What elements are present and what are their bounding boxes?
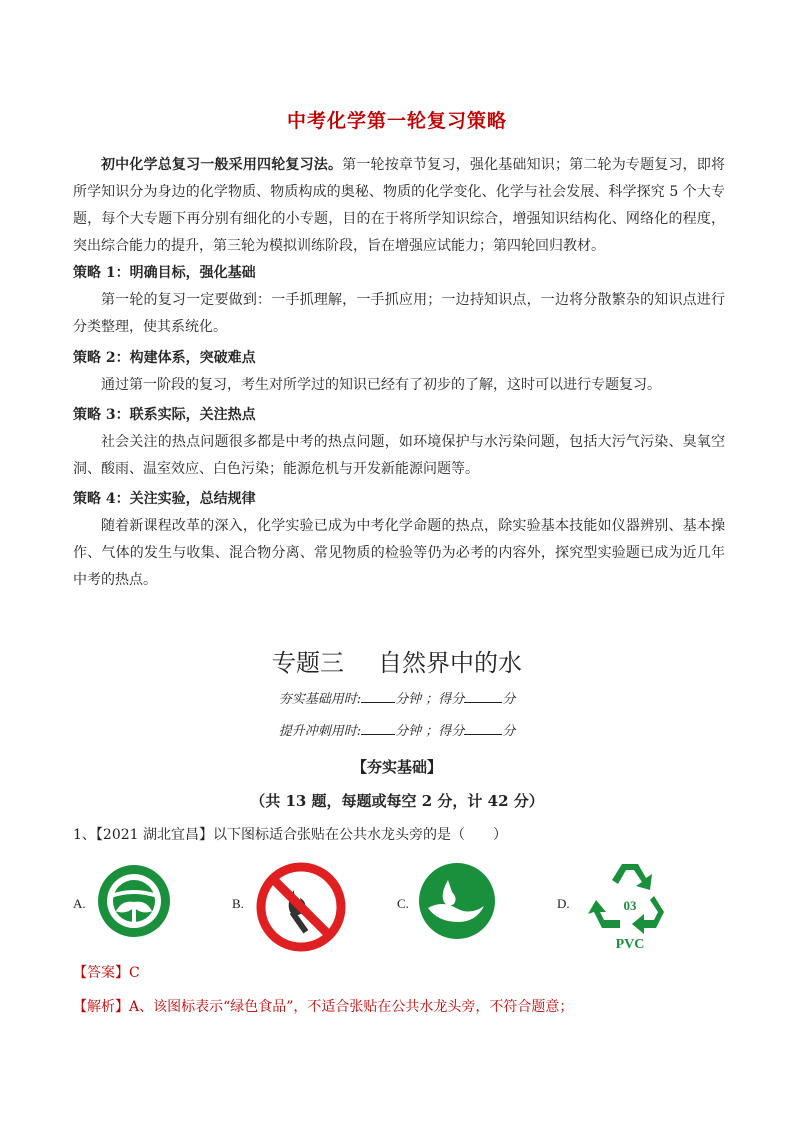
separator: ； [425,724,439,739]
topic-title [0,643,794,678]
timer-basic-label: 夯实基础用时: [278,692,362,707]
option-c-label[interactable]: C. [397,896,409,911]
water-saving-icon[interactable] [418,862,496,944]
green-food-icon[interactable] [97,864,171,942]
score-label: 得分 [438,724,465,739]
option-d-label[interactable]: D. [557,896,570,911]
strategy-1-body: 第一轮的复习一定要做到：一手抓理解，一手抓应用；一边持知识点，一边将分散繁杂的知识点进行分类整理，使其系统化。 [73,292,725,335]
answer [73,962,140,982]
strategy-3-heading: 策略 3：联系实际，关注热点 [73,407,256,423]
option-a-label[interactable]: A. [73,896,86,911]
timer-basic [0,688,794,707]
intro-text: 第一轮按章节复习，强化基础知识；第二轮为专题复习，即将所学知识分为身边的化学物质、物质构成的奥秘、物质的化学变化、化学与社会发展、科学探究 5 个大专题，每个大专题下再分别有细化的小专题，目的在于将所学知识综合，增强知识结构化、网络化的程度，突出综合能力的提升，第三轮为模拟训练阶段，旨在增强应试能力；第四轮回归教材。 [73,157,726,254]
section-heading: 【夯实基础】 [351,758,442,776]
recycle-material: PVC [615,937,645,952]
minutes-blank[interactable] [361,690,395,703]
score-blank[interactable] [464,722,502,735]
recycle-number: 03 [623,898,637,913]
intro-paragraph [73,152,725,260]
topic-number: 专题三 [272,649,344,677]
analysis-text: A、该图标表示“绿色食品”，不适合张贴在公共水龙头旁，不符合题意； [129,999,574,1015]
timer-advanced-label: 提升冲刺用时: [278,724,362,739]
answer-label: 【答案】 [73,965,129,981]
unit-minutes: 分钟 [395,724,422,739]
unit-score: 分 [502,724,516,739]
strategy-2-heading: 策略 2：构建体系，突破难点 [73,350,256,366]
no-fire-icon[interactable] [256,862,346,956]
recycle-pvc-icon[interactable] [584,854,676,958]
strategy-2-body: 通过第一阶段的复习，考生对所学过的知识已经有了初步的了解，这时可以进行专题复习。 [101,377,661,393]
strategy-3-body: 社会关注的热点问题很多都是中考的热点问题，如环境保护与水污染问题，包括大污气污染、臭氧空洞、酸雨、温室效应、白色污染；能源危机与开发新能源问题等。 [73,434,725,477]
page-title: 中考化学第一轮复习策略 [286,110,507,132]
analysis-label: 【解析】 [73,999,129,1015]
answer-value: C [129,965,140,981]
timer-advanced [0,720,794,739]
unit-minutes: 分钟 [395,692,422,707]
strategy-4-heading: 策略 4：关注实验，总结规律 [73,491,256,507]
strategy-4-body: 随着新课程改革的深入，化学实验已成为中考化学命题的热点，除实验基本技能如仪器辨别、基本操作、气体的发生与收集、混合物分离、常见物质的检验等仍为必考的内容外，探究型实验题已成为近几年中考的热点。 [73,518,725,588]
score-blank[interactable] [464,690,502,703]
minutes-blank[interactable] [361,722,395,735]
score-label: 得分 [438,692,465,707]
intro-bold: 初中化学总复习一般采用四轮复习法。 [101,157,343,173]
section-note: （共 13 题，每题或每空 2 分，计 42 分） [250,792,544,810]
question-1: 1、【2021 湖北宜昌】以下图标适合张贴在公共水龙头旁的是（ ） [73,827,507,843]
analysis [73,996,733,1016]
strategy-1-heading: 策略 1：明确目标，强化基础 [73,265,256,281]
option-b-label[interactable]: B. [232,896,244,911]
unit-score: 分 [502,692,516,707]
separator: ； [425,692,439,707]
topic-name: 自然界中的水 [378,649,522,677]
